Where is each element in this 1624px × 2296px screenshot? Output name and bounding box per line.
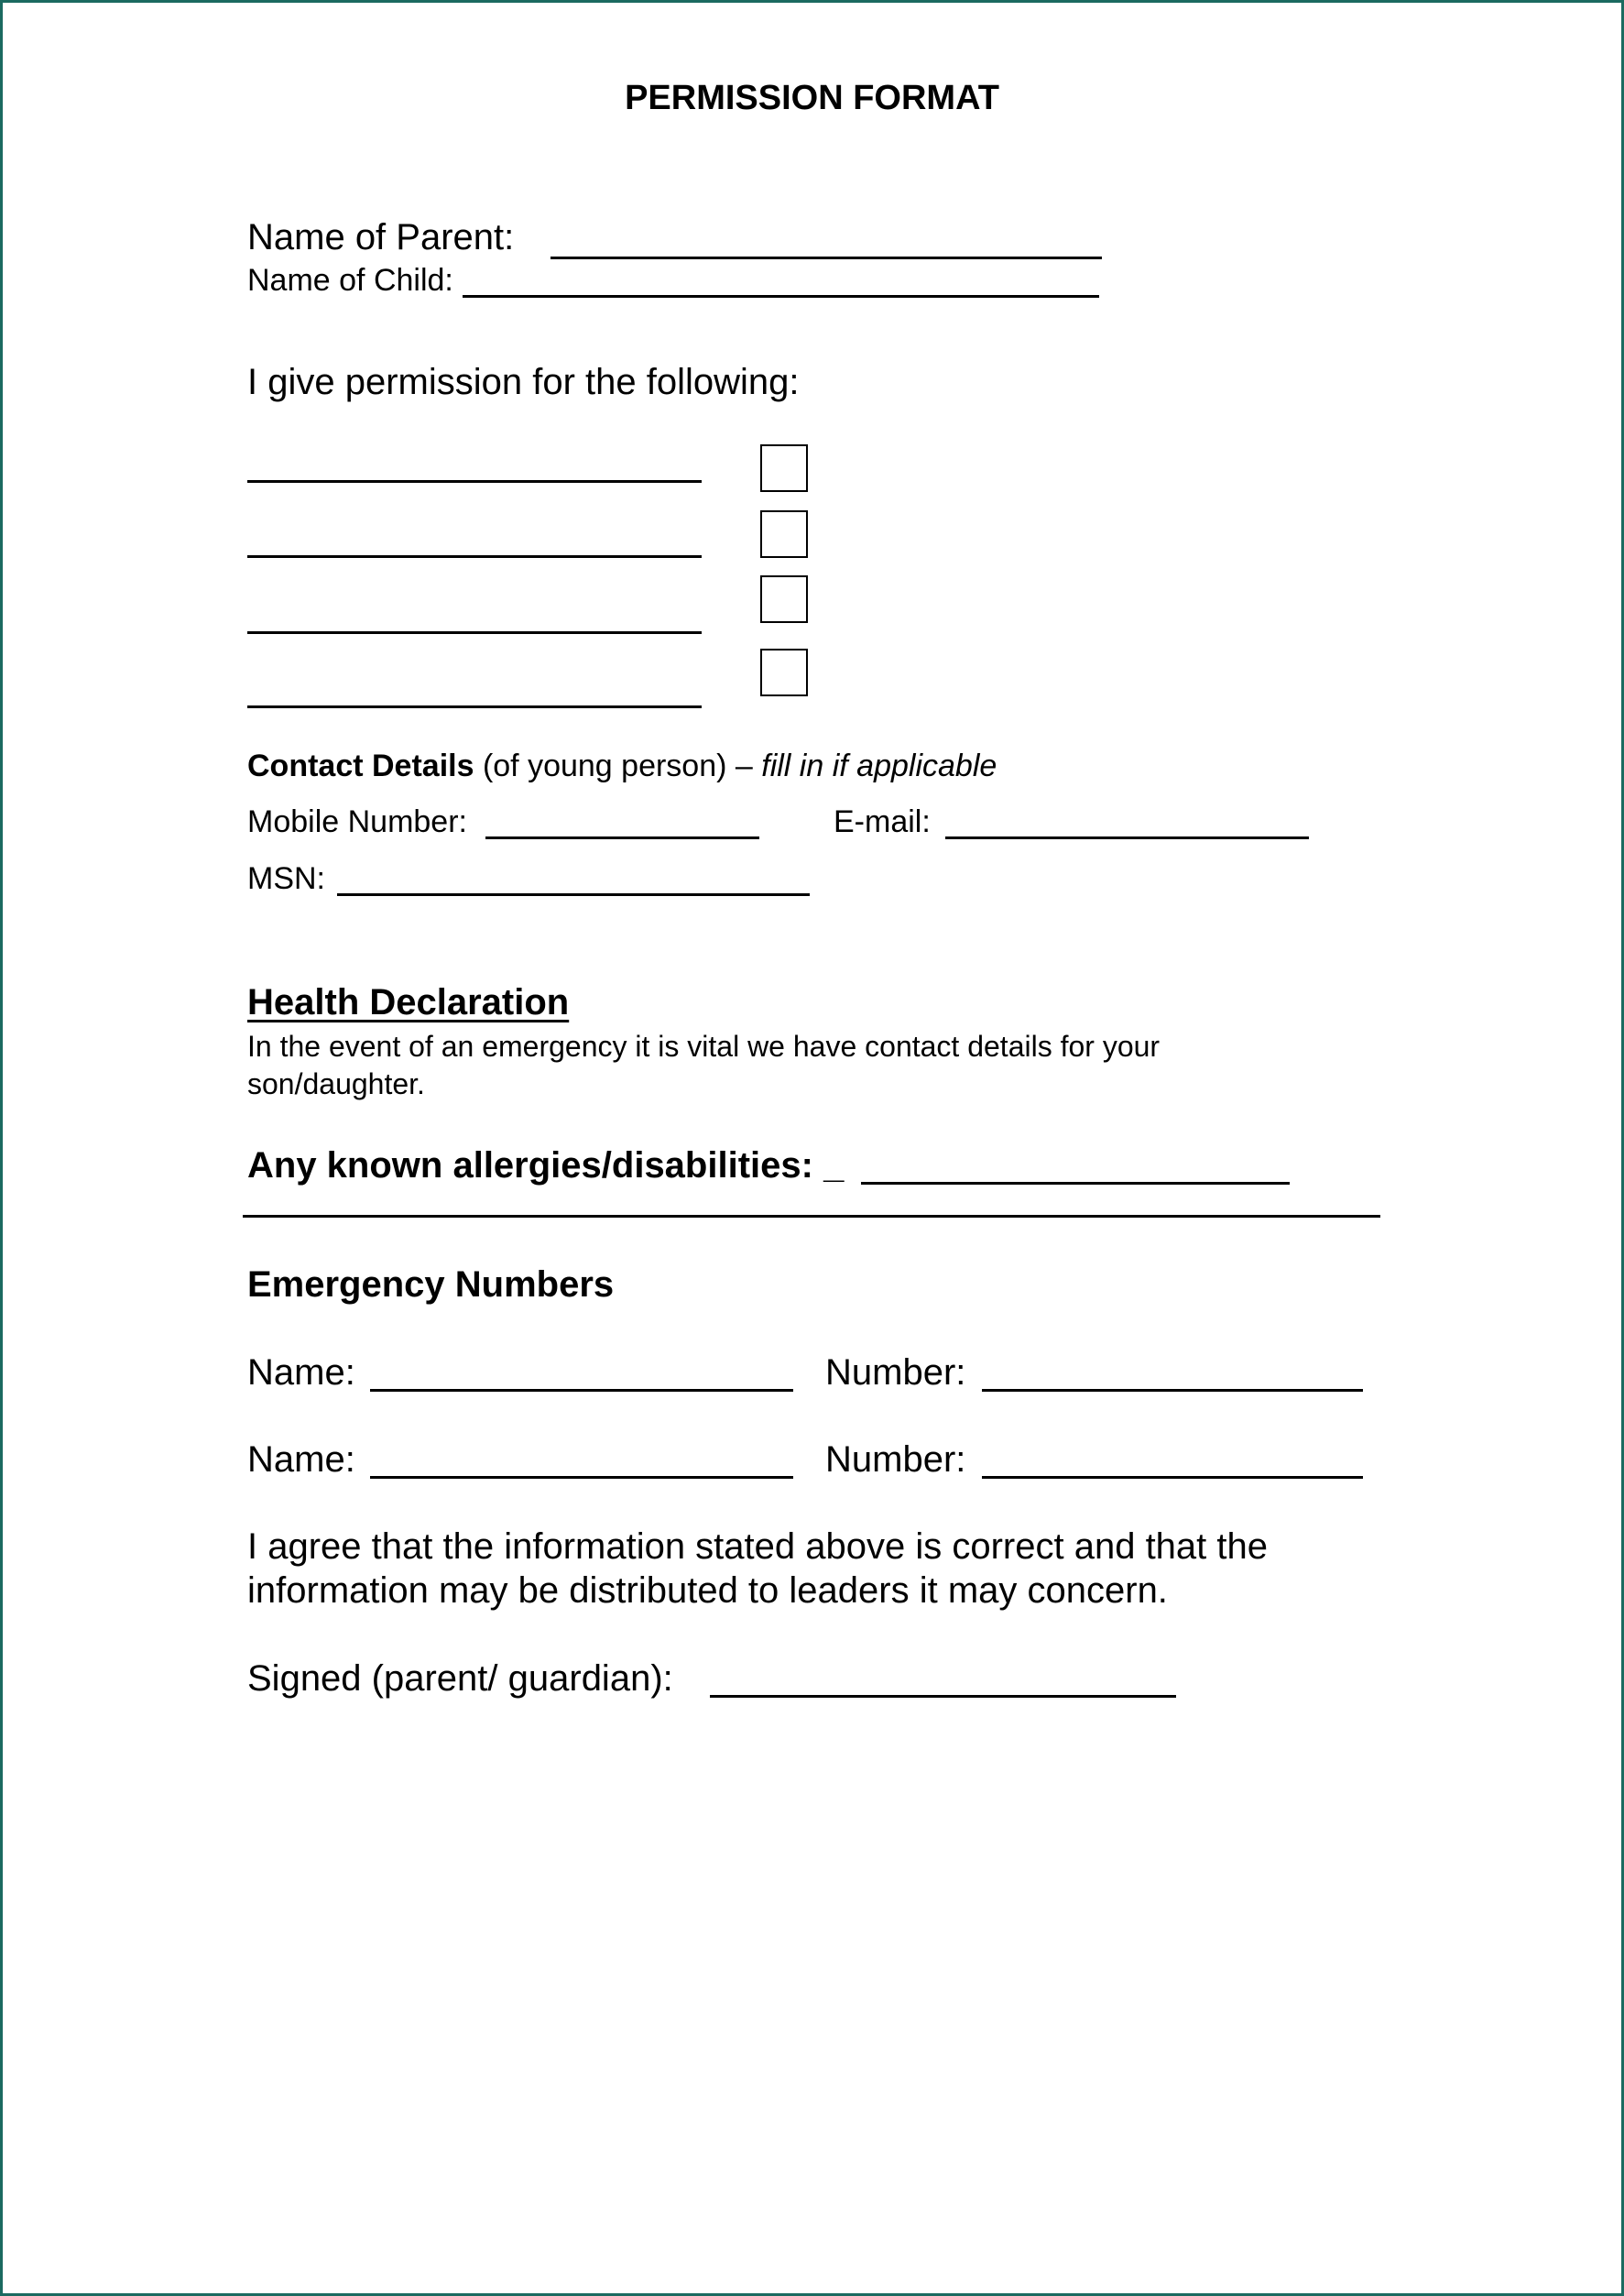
msn-field[interactable] (337, 893, 810, 896)
allergies-field[interactable] (861, 1182, 1290, 1185)
agreement-text-line2: information may be distributed to leaders it may concern. (247, 1570, 1168, 1611)
contact-details-qualifier: (of young person) – (474, 749, 762, 783)
permission-checkbox[interactable] (760, 649, 808, 696)
permission-intro: I give permission for the following: (247, 362, 800, 402)
agreement-text-line1: I agree that the information stated above is correct and that the (247, 1526, 1269, 1567)
mobile-field[interactable] (485, 836, 759, 839)
permission-checkbox[interactable] (760, 510, 808, 558)
child-name-field[interactable] (463, 295, 1099, 298)
permission-checkbox[interactable] (760, 575, 808, 623)
allergies-label: Any known allergies/disabilities: _ (247, 1145, 845, 1186)
contact-details-heading (247, 749, 997, 784)
permission-item-field[interactable] (247, 705, 702, 708)
emergency-name-field[interactable] (370, 1476, 793, 1479)
page-title: PERMISSION FORMAT (625, 79, 999, 117)
permission-item-field[interactable] (247, 555, 702, 558)
emergency-number-label: Number: (825, 1439, 966, 1480)
contact-details-note: fill in if applicable (761, 749, 997, 783)
parent-name-label: Name of Parent: (247, 217, 515, 257)
contact-details-title: Contact Details (247, 749, 474, 783)
emergency-number-field[interactable] (982, 1476, 1363, 1479)
email-field[interactable] (945, 836, 1309, 839)
emergency-number-field[interactable] (982, 1389, 1363, 1392)
email-label: E-mail: (834, 804, 931, 839)
parent-name-field[interactable] (550, 257, 1102, 259)
health-declaration-text-line1: In the event of an emergency it is vital we have contact details for your (247, 1030, 1161, 1063)
health-declaration-heading: Health Declaration (247, 982, 570, 1022)
emergency-name-field[interactable] (370, 1389, 793, 1392)
signature-label: Signed (parent/ guardian): (247, 1658, 673, 1699)
mobile-label: Mobile Number: (247, 804, 467, 839)
msn-label: MSN: (247, 861, 325, 896)
emergency-name-label: Name: (247, 1352, 355, 1393)
permission-checkbox[interactable] (760, 444, 808, 492)
signature-field[interactable] (710, 1695, 1176, 1698)
health-declaration-text-line2: son/daughter. (247, 1067, 425, 1100)
emergency-number-label: Number: (825, 1352, 966, 1393)
allergies-field-second-line[interactable] (243, 1215, 1380, 1218)
permission-item-field[interactable] (247, 631, 702, 634)
emergency-name-label: Name: (247, 1439, 355, 1480)
permission-item-field[interactable] (247, 480, 702, 483)
emergency-numbers-heading: Emergency Numbers (247, 1264, 615, 1305)
child-name-label: Name of Child: (247, 263, 453, 298)
